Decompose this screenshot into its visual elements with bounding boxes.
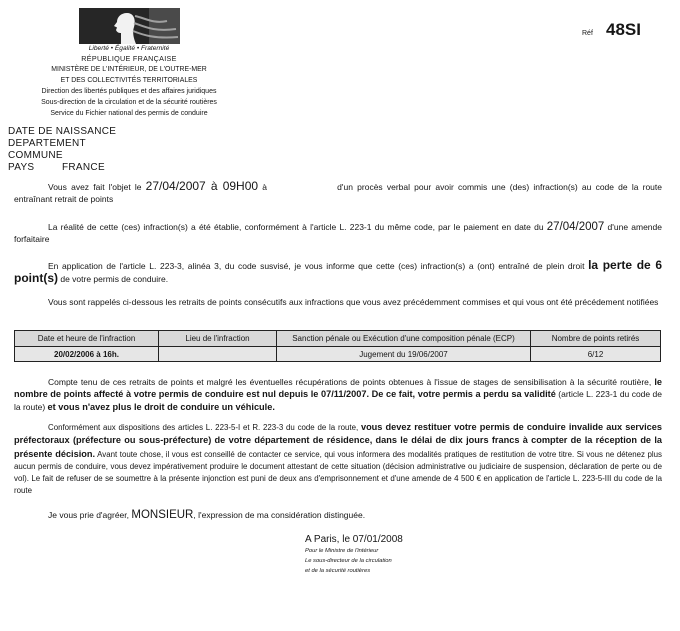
paragraph-return-licence (14, 421, 662, 498)
signature-block (305, 534, 403, 576)
cell-sanction: Jugement du 19/06/2007 (277, 347, 531, 362)
paragraph-licence-invalid (14, 376, 662, 413)
zero-points-statement: le nombre de points affecté à votre permis de conduire est nul depuis le 07/11/2007. De ce fait, votre permis a perdu sa validité (14, 377, 662, 400)
signature-place-date: A Paris, le 07/01/2008 (305, 534, 403, 545)
points-withdrawal-table (14, 330, 661, 362)
paragraph-infraction (14, 180, 662, 206)
p6-text-2: Avant toute chose, il vous est conseillé de contacter ce service, qui vous informera des modalités pratiques de restitution de votre titre. Si vous ne détenez plus aucun permis de conduire, vous devez impérativement produire le document attestant de cette situation (décision administrative ou judiciaire de suspension, déclaration de perte ou de vol). Le fait de refuser de se soumettre à la présente injonction est puni de deux ans d'emprisonnement et d'une amende de 4 500 € en application de l'article L. 223-5-III du code de la route (14, 449, 662, 496)
service-name: Service du Fichier national des permis de conduire (50, 110, 208, 117)
paragraph-payment (14, 221, 662, 246)
p7-text-1: Je vous prie d'agréer, (48, 510, 132, 520)
p2-text-1: La réalité de cette (ces) infraction(s) a été établie, conformément à l'article L. 223-1 du même code, par le paiement en date du (48, 222, 547, 232)
subdirection-name: Sous-direction de la circulation et de la sécurité routières (41, 99, 217, 106)
closing-formula (14, 509, 662, 521)
republic-motto: Liberté • Égalité • Fraternité (88, 45, 170, 52)
p5-text-1: Compte tenu de ces retraits de points et malgré les éventuelles récupérations de points obtenues à l'issue de stages de sensibilisation à la sécurité routière, (48, 377, 655, 387)
header-sanction: Sanction pénale ou Exécution d'une composition pénale (ECP) (277, 331, 531, 347)
country-value: FRANCE (62, 162, 105, 173)
p5-text-2: (article L. 223-1 du code de la route) (14, 389, 662, 412)
p1-text-2: à (258, 182, 272, 192)
cell-infraction-place (159, 347, 277, 362)
p7-text-2: , l'expression de ma considération distinguée. (193, 510, 366, 520)
payment-date: 27/04/2007 (546, 221, 605, 233)
reference-label: Réf (582, 30, 593, 37)
points-lost: la perte de 6 point(s) (14, 258, 663, 286)
republic-title: RÉPUBLIQUE FRANÇAISE (81, 54, 177, 63)
country-row (8, 162, 116, 174)
ministry-name-line-1: MINISTÈRE DE L'INTÉRIEUR, DE L'OUTRE-MER (51, 66, 207, 73)
birth-date-label: DATE DE NAISSANCE (8, 126, 117, 137)
country-label: PAYS (8, 162, 35, 173)
paragraph-previous-withdrawals: Vous sont rappelés ci-dessous les retraits de points consécutifs aux infractions que vous avez précédemment commises et qui vous ont été précédement notifiées (48, 297, 659, 307)
header-infraction-place: Lieu de l'infraction (159, 331, 277, 347)
header-infraction-date: Date et heure de l'infraction (15, 331, 159, 347)
commune-label: COMMUNE (8, 150, 63, 161)
cell-points-withdrawn: 6/12 (531, 347, 661, 362)
reference-value: 48SI (606, 20, 641, 39)
table-row (15, 347, 661, 362)
cell-infraction-date: 20/02/2006 à 16h. (15, 347, 159, 362)
infraction-datetime: 27/04/2007 à 09H00 (145, 179, 259, 193)
p1-text-3: d'un procès verbal pour avoir commis une (des) infraction(s) au code de la route entraînant retrait de points (14, 182, 662, 205)
p6-text-1: Conformément aux dispositions des articles L. 223-5-I et R. 223-3 du code de la route, (48, 423, 361, 432)
signature-line-2: Le sous-directeur de la circulation (305, 558, 392, 564)
p3-text-2: de votre permis de conduire. (58, 274, 169, 285)
p3-text-1: En application de l'article L. 223-3, alinéa 3, du code susvisé, je vous informe que cette (ces) infraction(s) a (ont) entraîné de plein droit (48, 261, 589, 271)
recipient-identity (8, 126, 116, 174)
ministry-name-line-2: ET DES COLLECTIVITÉS TERRITORIALES (60, 77, 198, 84)
direction-name: Direction des libertés publiques et des affaires juridiques (41, 88, 217, 95)
paragraph-points-loss (14, 259, 662, 286)
marianne-logo-icon (79, 8, 180, 44)
signature-line-1: Pour le Ministre de l'intérieur (305, 548, 379, 554)
driving-ban-statement: et vous n'avez plus le droit de conduire un véhicule. (47, 401, 275, 412)
department-label: DEPARTEMENT (8, 138, 86, 149)
recipient-title: MONSIEUR (131, 509, 194, 521)
table-header-row (15, 331, 661, 347)
signature-line-3: et de la sécurité routières (305, 568, 371, 574)
ministry-header (18, 8, 240, 119)
return-obligation-statement: vous devez restituer votre permis de conduire invalide aux services préfectoraux (préfecture ou sous-préfecture) de votre département de résidence, dans le délai de dix jours francs à compter de la réception de la présente décision. (14, 422, 662, 459)
blank-location-field (271, 189, 337, 190)
p2-text-2: d'une amende forfaitaire (14, 222, 662, 245)
header-points-withdrawn: Nombre de points retirés (531, 331, 661, 347)
p1-text-1: Vous avez fait l'objet le (48, 182, 146, 192)
